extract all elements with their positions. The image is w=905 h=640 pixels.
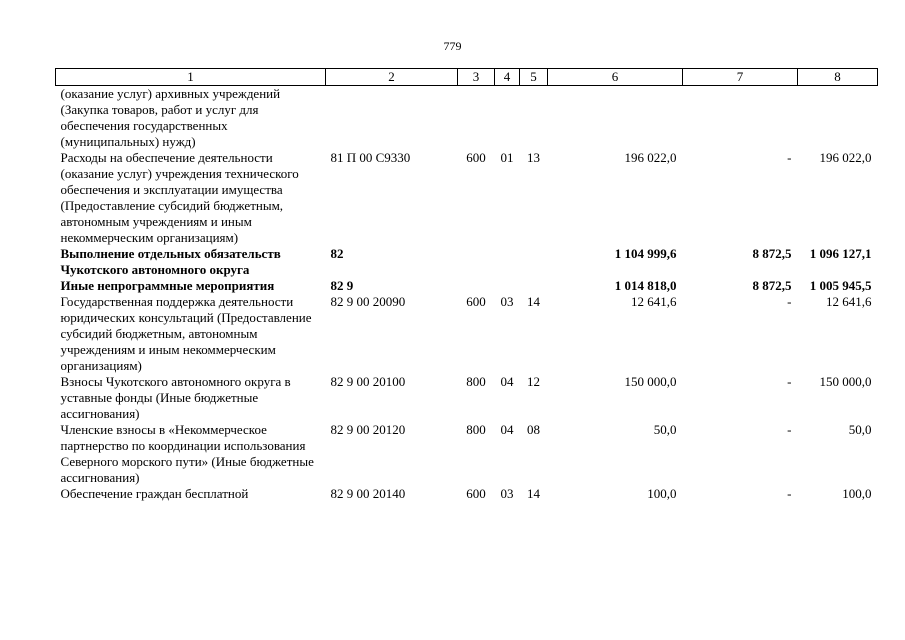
row-section <box>495 278 520 294</box>
row-sum-regional: 12 641,6 <box>826 294 872 309</box>
row-code <box>326 86 458 151</box>
row-sum-total: 50,0 <box>653 422 677 437</box>
table-row <box>56 422 878 486</box>
table-row <box>56 486 878 502</box>
row-expense-type: 600 <box>466 294 486 309</box>
row-sum-regional: 150 000,0 <box>819 374 872 389</box>
row-code: 82 9 <box>330 278 354 293</box>
row-sum-federal: - <box>787 150 792 165</box>
column-header: 7 <box>683 69 798 86</box>
row-subsection: 13 <box>527 150 540 165</box>
row-section <box>495 86 520 151</box>
row-sum-regional: 1 096 127,1 <box>809 246 872 261</box>
row-expense-type: 600 <box>466 150 486 165</box>
row-sum-regional: 100,0 <box>842 486 872 501</box>
row-sum-federal: - <box>787 486 792 501</box>
row-section: 03 <box>500 486 514 501</box>
row-section: 01 <box>500 150 514 165</box>
row-subsection <box>520 86 548 151</box>
column-header: 4 <box>495 69 520 86</box>
row-sum-total: 1 104 999,6 <box>614 246 677 261</box>
column-header: 8 <box>798 69 878 86</box>
row-subsection: 08 <box>527 422 540 437</box>
row-sum-total: 100,0 <box>647 486 677 501</box>
row-sum-total <box>548 86 683 151</box>
row-name: Взносы Чукотского автономного округа в уставные фонды (Иные бюджетные ассигнования) <box>60 374 291 421</box>
row-sum-federal: - <box>787 294 792 309</box>
row-sum-regional: 50,0 <box>848 422 872 437</box>
row-code: 82 9 00 20090 <box>330 294 406 309</box>
table-row <box>56 374 878 422</box>
table-row <box>56 150 878 246</box>
row-name: Государственная поддержка деятельности юридических консультаций (Предоставление субсидий бюджетным, автономным учреждениям и иным некоммерческим организациям) <box>60 294 312 373</box>
row-expense-type: 800 <box>466 374 486 389</box>
table-row <box>56 246 878 278</box>
column-header: 5 <box>520 69 548 86</box>
row-name: Расходы на обеспечение деятельности (оказание услуг) учреждения технического обеспечения и эксплуатации имущества (Предоставление субсидий бюджетным, автономным учреждениям и иным некоммерческим организациям) <box>60 150 299 245</box>
row-expense-type <box>458 86 495 151</box>
row-expense-type: 600 <box>466 486 486 501</box>
row-expense-type: 800 <box>466 422 486 437</box>
row-name: Обеспечение граждан бесплатной <box>60 486 249 501</box>
row-subsection: 12 <box>527 374 540 389</box>
row-sum-federal: 8 872,5 <box>752 278 792 293</box>
table-row <box>56 86 878 151</box>
table-row <box>56 278 878 294</box>
row-code: 82 9 00 20120 <box>330 422 406 437</box>
table-header-row <box>56 69 878 86</box>
column-header: 1 <box>56 69 326 86</box>
budget-table <box>55 68 878 502</box>
row-expense-type <box>458 278 495 294</box>
row-subsection <box>520 246 548 278</box>
row-code: 82 9 00 20100 <box>330 374 406 389</box>
row-code: 81 П 00 С9330 <box>330 150 411 165</box>
row-sum-federal: 8 872,5 <box>752 246 792 261</box>
row-sum-total: 1 014 818,0 <box>614 278 677 293</box>
row-sum-federal: - <box>787 422 792 437</box>
row-sum-regional: 196 022,0 <box>819 150 872 165</box>
row-section: 04 <box>500 374 514 389</box>
page-number: 779 <box>443 39 462 53</box>
row-name: Выполнение отдельных обязательств Чукотского автономного округа <box>60 246 281 277</box>
column-header: 3 <box>458 69 495 86</box>
column-header: 6 <box>548 69 683 86</box>
row-code: 82 <box>330 246 344 261</box>
row-expense-type <box>458 246 495 278</box>
row-sum-total: 150 000,0 <box>624 374 677 389</box>
column-header: 2 <box>326 69 458 86</box>
row-sum-total: 196 022,0 <box>624 150 677 165</box>
row-code: 82 9 00 20140 <box>330 486 406 501</box>
row-subsection: 14 <box>527 294 540 309</box>
row-sum-federal <box>683 86 798 151</box>
row-sum-regional <box>798 86 878 151</box>
row-name: Иные непрограммные мероприятия <box>60 278 275 293</box>
row-name: Членские взносы в «Некоммерческое партнерство по координации использования Северного морского пути» (Иные бюджетные ассигнования) <box>60 422 314 485</box>
row-name: (оказание услуг) архивных учреждений (Закупка товаров, работ и услуг для обеспечения государственных (муниципальных) нужд) <box>60 86 281 149</box>
row-sum-regional: 1 005 945,5 <box>809 278 872 293</box>
row-sum-federal: - <box>787 374 792 389</box>
row-section: 04 <box>500 422 514 437</box>
row-subsection <box>520 278 548 294</box>
table-row <box>56 294 878 374</box>
row-sum-total: 12 641,6 <box>631 294 677 309</box>
row-subsection: 14 <box>527 486 540 501</box>
row-section <box>495 246 520 278</box>
row-section: 03 <box>500 294 514 309</box>
